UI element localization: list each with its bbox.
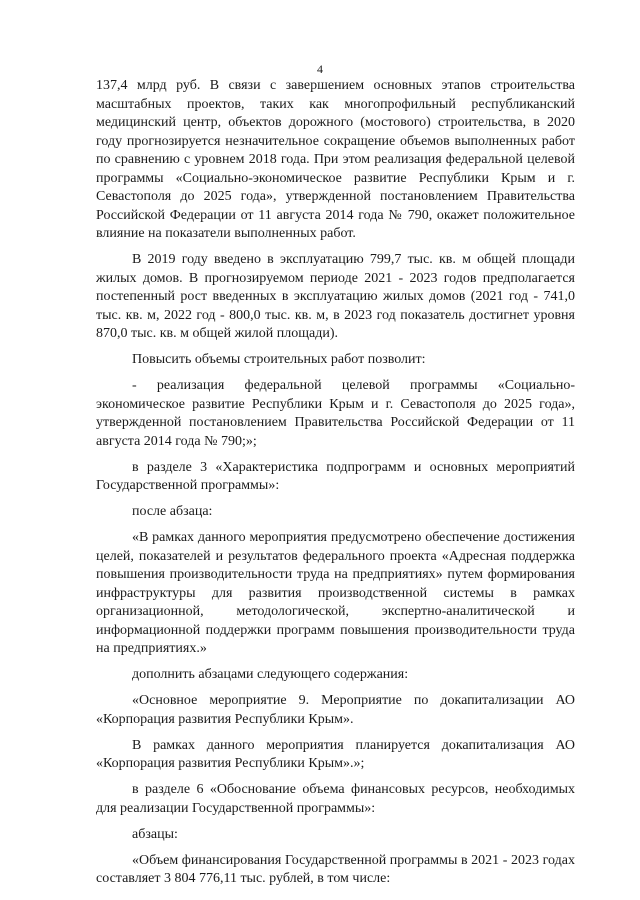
- paragraph-after-abzac: после абзаца:: [132, 504, 213, 519]
- paragraph-housing-commissioning: В 2019 году введено в эксплуатацию 799,7 тыс. кв. м общей площади жилых домов. В прогнозируемом периоде 2021 - 2023 годов предполагается постепенный рост введенных в эксплуатацию жилых домов (2021 год - 741,0 тыс. кв. м, 2022 год - 800,0 тыс. кв. м, в 2023 год показатель достигнет уровня 870,0 тыс. кв. м общей жилой площади).: [96, 252, 575, 341]
- paragraph-main-measure-9: «Основное мероприятие 9. Мероприятие по докапитализации АО «Корпорация развития Республики Крым».: [96, 693, 575, 727]
- paragraph-increase-construction: Повысить объемы строительных работ позволит:: [132, 352, 426, 367]
- paragraph-quoted-productivity: «В рамках данного мероприятия предусмотрено обеспечение достижения целей, показателей и результатов федерального проекта «Адресная поддержка повышения производительности труда на предприятиях» путем формирования инфраструктуры для развития производственной системы в рамках организационной, методологической, экспертно-аналитической и информационной поддержки программ повышения производительности труда на предприятиях.»: [96, 530, 575, 656]
- paragraph-construction-volume: 137,4 млрд руб. В связи с завершением основных этапов строительства масштабных проектов, таких как многопрофильный республиканский медицинский центр, объектов дорожного (мостового) строительства, в 2020 году прогнозируется незначительное сокращение объемов выполненных работ по сравнению с уровнем 2018 года. При этом реализация федеральной целевой программы «Социально-экономическое развитие Республики Крым и г. Севастополя до 2025 года», утвержденной постановлением Правительства Российской Федерации от 11 августа 2014 года № 790, окажет положительное влияние на показатели выполненных работ.: [96, 78, 575, 241]
- paragraph-section-6-intro: в разделе 6 «Обоснование объема финансовых ресурсов, необходимых для реализации Государственной программы»:: [96, 782, 575, 816]
- document-body: [96, 77, 575, 896]
- paragraph-supplement-intro: дополнить абзацами следующего содержания:: [132, 667, 409, 682]
- paragraph-abzacy: абзацы:: [132, 826, 178, 842]
- paragraph-section-3-intro: в разделе 3 «Характеристика подпрограмм и основных мероприятий Государственной программы»:: [96, 459, 575, 493]
- paragraph-federal-program-item: - реализация федеральной целевой программы «Социально-экономическое развитие Республики Крым и г. Севастополя до 2025 года», утвержденной постановлением Правительства Российской Федерации от 11 августа 2014 года № 790;»;: [96, 378, 575, 449]
- paragraph-recapitalization: В рамках данного мероприятия планируется докапитализация АО «Корпорация развития Республики Крым».»;: [96, 737, 575, 771]
- paragraph-funding-volume: «Объем финансирования Государственной программы в 2021 - 2023 годах составляет 3 804 776,11 тыс. рублей, в том числе:: [96, 852, 575, 886]
- page-number: 4: [317, 62, 323, 76]
